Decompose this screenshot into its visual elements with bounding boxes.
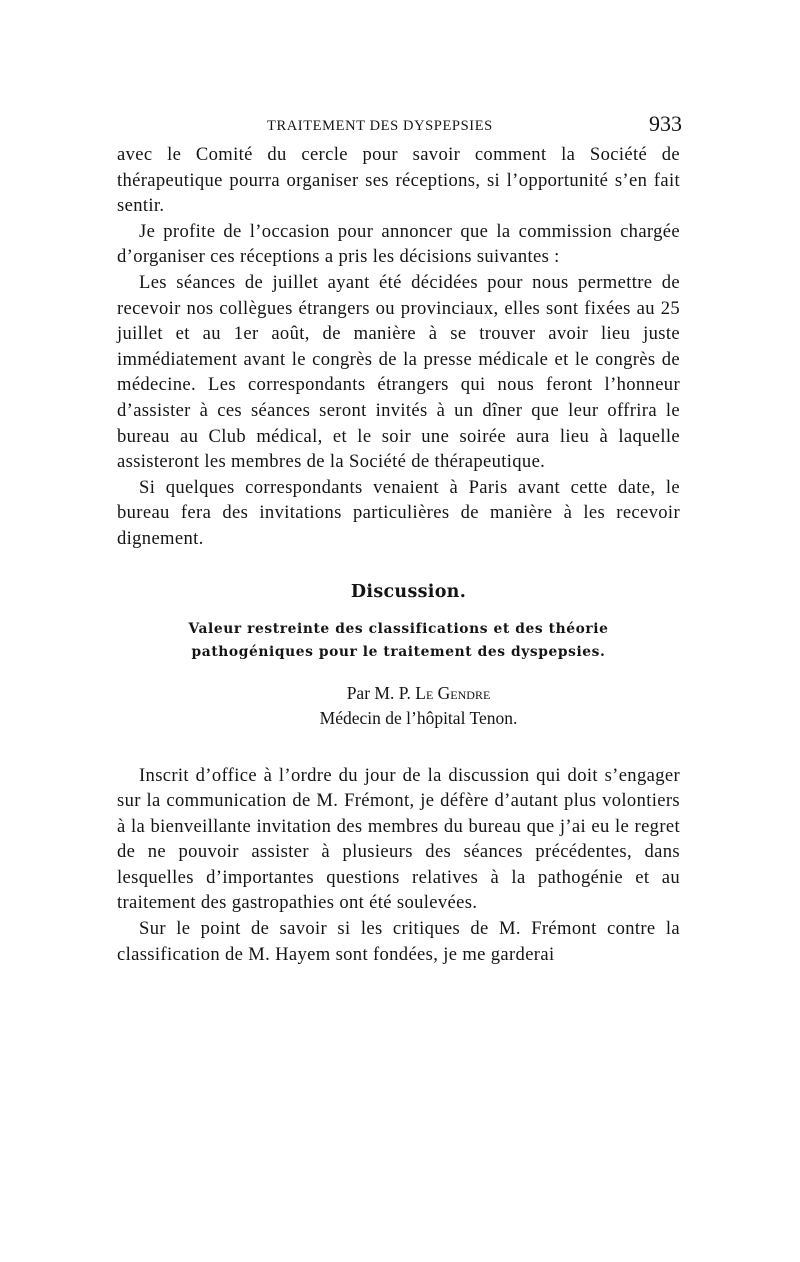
spacer	[117, 731, 680, 763]
book-page	[117, 108, 680, 967]
page-number: 933	[649, 111, 682, 136]
running-header	[117, 108, 680, 142]
body-paragraph-1: Inscrit d’office à l’ordre du jour de la discussion qui doit s’engager sur la communication de M. Frémont, je défère d’autant plus volontiers à la bienveillante invitation des membres du bureau que j’ai eu le regret de ne pouvoir assister à plusieurs des séances précédentes, dans lesquelles d’importantes questions relatives à la pathogénie et au traitement des gastropathies ont été soulevées.	[117, 764, 680, 914]
paragraph-announcement: Je profite de l’occasion pour annoncer que la commission chargée d’organiser ces réceptions a pris les décisions suivantes :	[117, 220, 680, 268]
article-title-line-2: pathogéniques pour le traitement des dyspepsies.	[191, 643, 606, 660]
body-paragraph-2: Sur le point de savoir si les critiques de M. Frémont contre la classification de M. Hayem sont fondées, je me garderai	[117, 918, 680, 965]
paragraph-continuation: avec le Comité du cercle pour savoir comment la Société de thérapeutique pourra organiser ses réceptions, si l’opportunité s’en fait sentir.	[117, 144, 680, 217]
author-prefix: Par M. P.	[346, 682, 416, 703]
paragraph-invitations: Si quelques correspondants venaient à Paris avant cette date, le bureau fera des invitations particulières de manière à les recevoir dignement.	[117, 476, 680, 549]
discussion-heading: Discussion.	[350, 581, 467, 602]
article-title	[117, 618, 680, 664]
author-name: Le Gendre	[415, 682, 491, 703]
article-title-line-1: Valeur restreinte des classifications et des théorie	[188, 620, 609, 637]
author-byline	[117, 681, 680, 731]
running-title: TRAITEMENT DES DYSPEPSIES	[267, 118, 493, 134]
author-affiliation: Médecin de l’hôpital Tenon.	[319, 707, 518, 728]
paragraph-sessions: Les séances de juillet ayant été décidées pour nous permettre de recevoir nos collègues étrangers ou provinciaux, elles sont fixées au 25 juillet et au 1er août, de manière à se trouver avoir lieu juste immédiatement avant le congrès de la presse médicale et le congrès de médecine. Les correspondants étrangers qui nous feront l’honneur d’assister à ces séances seront invités à un dîner que leur offrira le bureau au Club médical, et le soir une soirée aura lieu à laquelle assisteront les membres de la Société de thérapeutique.	[117, 271, 680, 473]
author-line	[157, 681, 680, 706]
